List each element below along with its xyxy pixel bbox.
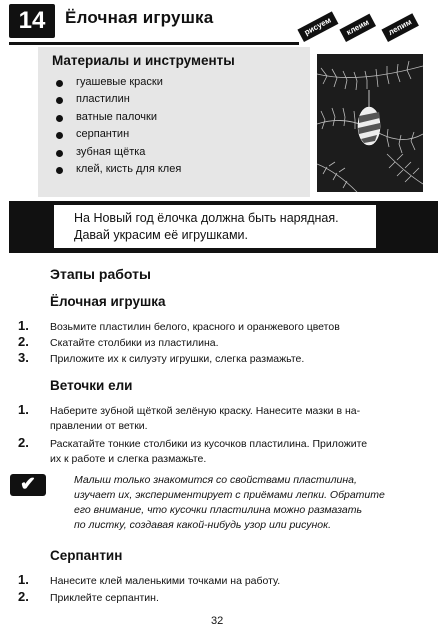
page-number: 32 [211,615,224,627]
list-item: клей, кисть для клея [56,161,181,178]
bullet-icon [56,132,63,139]
tag-glue: клеим [339,14,376,42]
craft-photo [317,54,423,192]
step-number: 1. [18,318,29,333]
activity-tags [302,15,442,52]
step-number: 3. [18,350,29,365]
checkmark-icon: ✔ [10,474,46,496]
bullet-icon [56,167,63,174]
stages-heading: Этапы работы [50,266,151,282]
list-item: пластилин [56,91,181,108]
step-number: 2. [18,435,29,450]
bullet-icon [56,97,63,104]
lesson-number: 14 [9,4,55,38]
list-item: ватные палочки [56,109,181,126]
intro-line-1: На Новый год ёлочка должна быть нарядная. [74,211,339,225]
materials-heading: Материалы и инструменты [52,53,235,68]
section-title-streamer: Серпантин [50,548,123,563]
list-item: зубная щётка [56,144,181,161]
step-text: Возьмите пластилин белого, красного и оранжевого цветов [50,321,340,333]
step-text: Наберите зубной щёткой зелёную краску. Нанесите мазки в на- правлении от ветки. [50,405,361,432]
bullet-icon [56,115,63,122]
page-title: Ёлочная игрушка [65,8,214,27]
materials-list [56,74,181,178]
bullet-icon [56,80,63,87]
intro-text [74,210,339,244]
list-item: серпантин [56,126,181,143]
intro-line-2: Давай украсим её игрушками. [74,228,248,242]
header-divider [9,42,299,45]
step-number: 2. [18,589,29,604]
parent-note: Малыш только знакомится со свойствами пластилина, изучает их, экспериментирует с приёмами лепки. Обратите его внимание, что кусочки пластилина можно размазать по листку, создавая какой-нибудь узор или рисунок. [74,474,385,531]
section-title-ornament: Ёлочная игрушка [50,294,166,309]
step-text: Раскатайте тонкие столбики из кусочков пластилина. Приложите их к работе и слегка размажьте. [50,438,368,465]
step-text: Приклейте серпантин. [50,592,159,604]
list-item: гуашевые краски [56,74,181,91]
bullet-icon [56,150,63,157]
tag-sculpt: лепим [381,13,419,42]
step-number: 2. [18,334,29,349]
spruce-ornament-illustration [317,54,423,192]
section-title-branches: Веточки ели [50,378,133,393]
tag-draw: рисуем [297,11,338,42]
step-text: Скатайте столбики из пластилина. [50,337,219,349]
step-text: Приложите их к силуэту игрушки, слегка размажьте. [50,353,305,365]
step-text: Нанесите клей маленькими точками на работу. [50,575,281,587]
step-number: 1. [18,572,29,587]
step-number: 1. [18,402,29,417]
